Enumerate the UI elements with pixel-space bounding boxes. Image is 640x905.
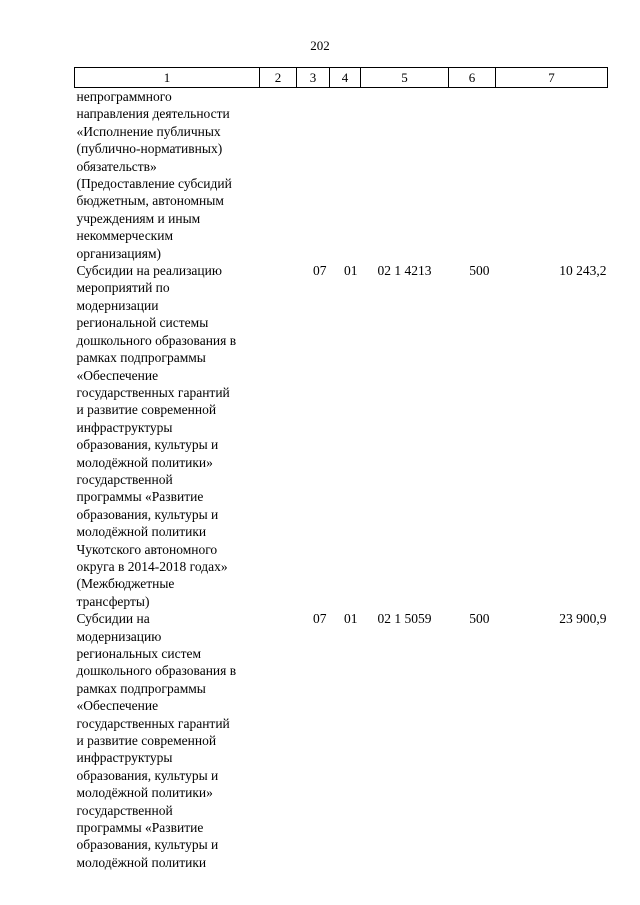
row-name-line: учреждениям и иным bbox=[76, 210, 201, 226]
column-header-6: 6 bbox=[449, 68, 496, 88]
column-header-4: 4 bbox=[330, 68, 361, 88]
row-name-cell bbox=[75, 610, 260, 871]
row-name-line: трансферты) bbox=[76, 593, 150, 609]
row-name-line: некоммерческим bbox=[76, 228, 174, 244]
row-name-line: и развитие современной bbox=[76, 402, 217, 418]
row-name-line: молодёжной политики bbox=[76, 854, 207, 870]
row-name-line: государственных гарантий bbox=[76, 715, 230, 731]
row-name-line: рамках подпрограммы bbox=[76, 680, 206, 696]
row-name-line: рамках подпрограммы bbox=[76, 350, 206, 366]
row-name-line: бюджетным, автономным bbox=[76, 193, 224, 209]
row-name-line: дошкольного образования в bbox=[76, 663, 237, 679]
column-header-1: 1 bbox=[75, 68, 260, 88]
row-name-line: программы «Развитие bbox=[76, 489, 204, 505]
row-name-line: программы «Развитие bbox=[76, 820, 204, 836]
row-name-line: (Межбюджетные bbox=[76, 576, 175, 592]
page-number: 202 bbox=[310, 38, 330, 53]
row-name-line: молодёжной политики» bbox=[76, 454, 213, 470]
row-name-line: дошкольного образования в bbox=[76, 332, 237, 348]
table-header-row bbox=[75, 68, 608, 88]
row-name-line: мероприятий по bbox=[76, 280, 170, 296]
row-name-line: округа в 2014-2018 годах» bbox=[76, 558, 228, 574]
subsection-code-cell: 01 bbox=[344, 611, 358, 627]
column-header-2: 2 bbox=[260, 68, 297, 88]
target-article-cell bbox=[361, 88, 449, 263]
grbs-cell bbox=[260, 88, 297, 263]
row-name-line: государственной bbox=[76, 471, 173, 487]
expense-type-cell: 500 bbox=[469, 611, 490, 627]
row-name-line: молодёжной политики» bbox=[76, 785, 213, 801]
table-row bbox=[75, 610, 608, 871]
row-name-cell bbox=[75, 262, 260, 610]
section-code-cell: 07 bbox=[313, 263, 327, 279]
amount-cell: 23 900,9 bbox=[559, 611, 607, 627]
budget-table bbox=[74, 67, 608, 871]
table-row bbox=[75, 88, 608, 263]
row-name-line: Субсидии на bbox=[76, 611, 150, 627]
amount-cell: 10 243,2 bbox=[559, 263, 607, 279]
row-name-line: модернизацию bbox=[76, 628, 162, 644]
row-name-line: (Предоставление субсидий bbox=[76, 176, 232, 192]
row-name-line: «Исполнение публичных bbox=[76, 123, 221, 139]
row-name-line: организациям) bbox=[76, 245, 162, 261]
expense-type-cell: 500 bbox=[469, 263, 490, 279]
row-name-line: образования, культуры и bbox=[76, 437, 219, 453]
expense-type-cell bbox=[449, 88, 496, 263]
row-name-line: инфраструктуры bbox=[76, 750, 173, 766]
section-code-cell bbox=[297, 88, 330, 263]
row-name-line: модернизации bbox=[76, 297, 159, 313]
row-name-line: образования, культуры и bbox=[76, 837, 219, 853]
amount-cell bbox=[496, 88, 608, 263]
target-article-cell: 02 1 5059 bbox=[377, 611, 432, 627]
row-name-line: «Обеспечение bbox=[76, 698, 159, 714]
row-name-line: «Обеспечение bbox=[76, 367, 159, 383]
column-header-3: 3 bbox=[297, 68, 330, 88]
row-name-line: непрограммного bbox=[76, 89, 172, 104]
row-name-line: инфраструктуры bbox=[76, 419, 173, 435]
row-name-line: региональной системы bbox=[76, 315, 209, 331]
row-name-line: государственных гарантий bbox=[76, 384, 230, 400]
section-code-cell: 07 bbox=[313, 611, 327, 627]
subsection-code-cell bbox=[330, 88, 361, 263]
subsection-code-cell: 01 bbox=[344, 263, 358, 279]
row-name-cell bbox=[75, 88, 260, 263]
column-header-5: 5 bbox=[361, 68, 449, 88]
row-name-line: направления деятельности bbox=[76, 106, 230, 122]
grbs-cell bbox=[260, 262, 297, 610]
row-name-line: региональных систем bbox=[76, 646, 202, 661]
row-name-line: образования, культуры и bbox=[76, 506, 219, 522]
column-header-7: 7 bbox=[496, 68, 608, 88]
row-name-line: обязательств» bbox=[76, 158, 157, 174]
row-name-line: образования, культуры и bbox=[76, 767, 219, 783]
target-article-cell: 02 1 4213 bbox=[377, 263, 432, 279]
row-name-line: государственной bbox=[76, 802, 173, 818]
grbs-cell bbox=[260, 610, 297, 871]
row-name-line: (публично-нормативных) bbox=[76, 141, 223, 157]
row-name-line: Субсидии на реализацию bbox=[76, 263, 222, 279]
row-name-line: молодёжной политики bbox=[76, 524, 207, 540]
row-name-line: и развитие современной bbox=[76, 733, 217, 749]
table-row bbox=[75, 262, 608, 610]
row-name-line: Чукотского автономного bbox=[76, 541, 218, 557]
